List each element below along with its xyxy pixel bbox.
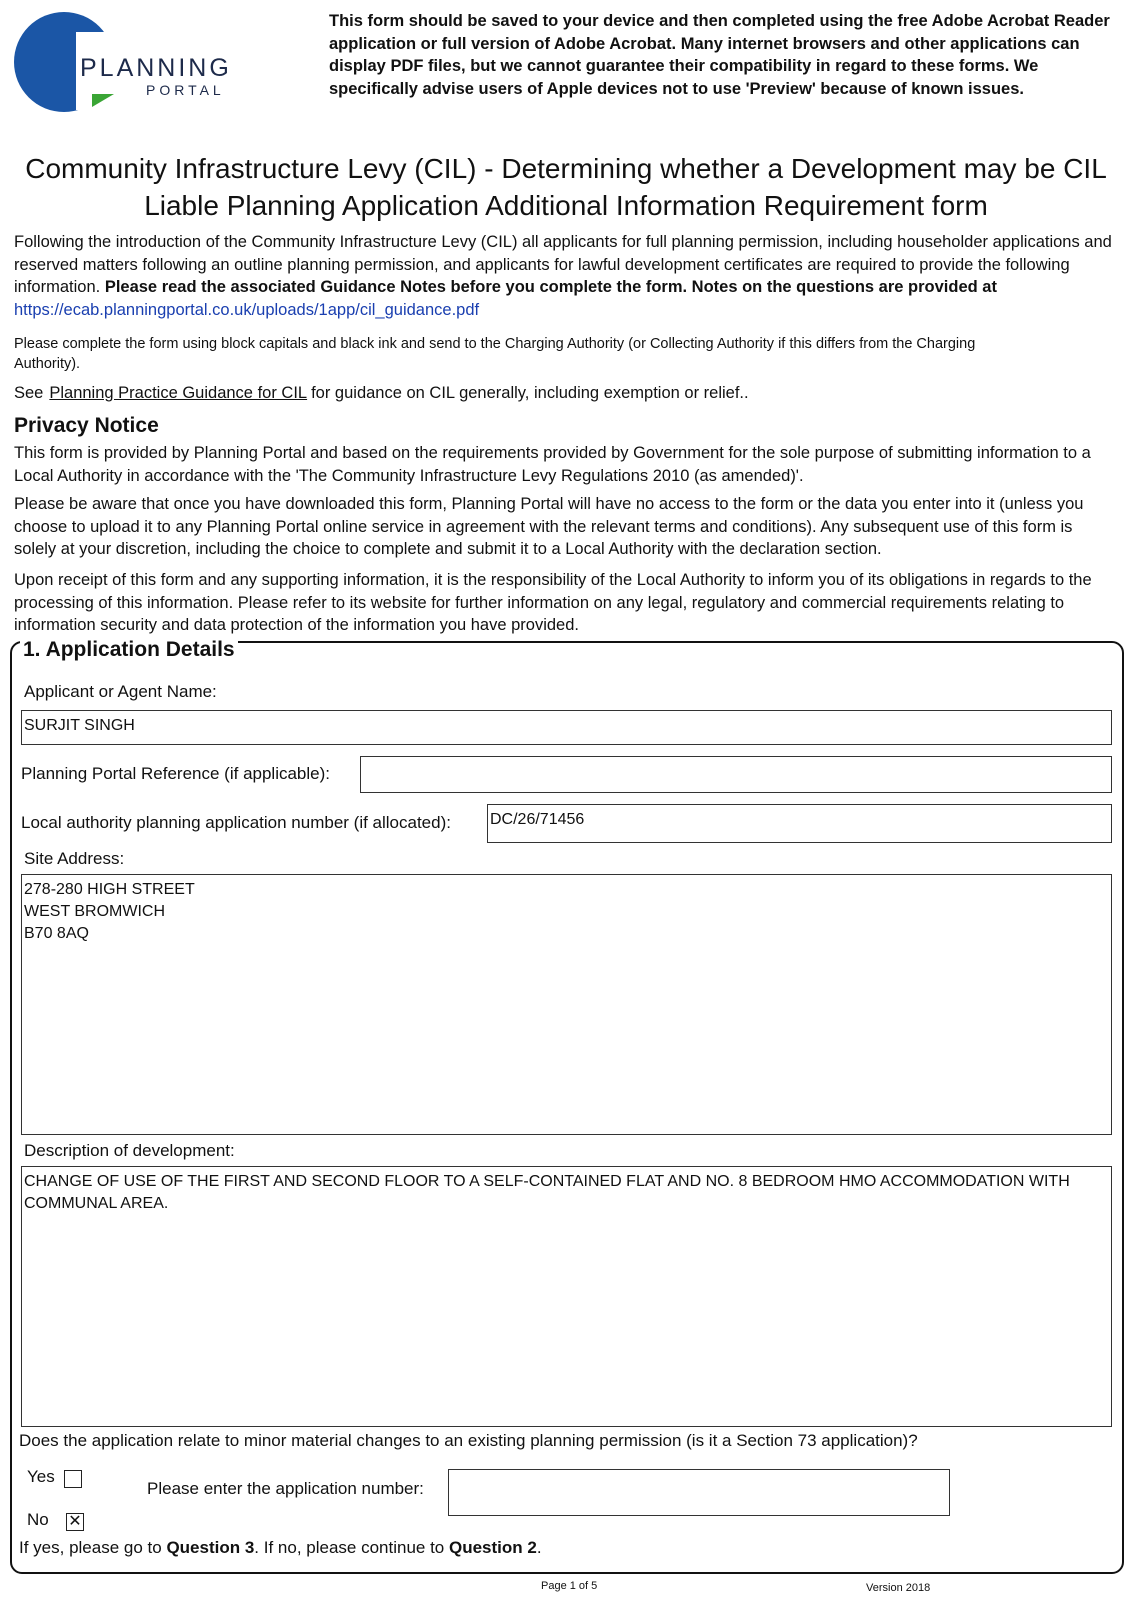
no-label: No [27,1510,49,1529]
version-label: Version 2018 [866,1582,931,1594]
goto-pre: If yes, please go to [19,1538,162,1557]
la-application-number-field[interactable]: DC/26/71456 [487,804,1112,843]
planning-portal-logo [12,10,252,118]
privacy-paragraph-3: Upon receipt of this form and any supporting information, it is the responsibility of the Local Authority to inform you of its obligations in regards to the processing of this information. Please refer to its website for further information on any legal, regulatory and commercial requirements relating to information security and data protection of the information you have provided. [14,571,1092,634]
instructions: Please complete the form using block capitals and black ink and send to the Charging Authority (or Collecting Authority if this differs from the Charging Authority). [14,336,976,372]
intro-paragraph [14,231,1114,321]
page-title [10,150,1122,224]
s73-question: Does the application relate to minor material changes to an existing planning permission (is it a Section 73 application)? [19,1431,918,1450]
goto-q2: Question 2 [449,1538,537,1557]
description-label: Description of development: [24,1141,235,1160]
pp-reference-field[interactable] [360,756,1112,793]
section-title: 1. Application Details [20,638,238,662]
privacy-paragraph-2: Please be aware that once you have downloaded this form, Planning Portal will have no access to the form or the data you enter into it (unless you choose to upload it to any Planning Portal online service in agreement with the relevant terms and conditions). Any subsequent use of this form is solely at your discretion, including the choice to complete and submit it to a Local Authority with the declaration section. [14,495,1084,558]
logo-text-portal: PORTAL [146,82,225,98]
goto-instruction [19,1538,542,1558]
see-prefix: See [14,384,44,402]
goto-mid: . If no, please continue to [254,1538,445,1557]
guidance-url-link[interactable]: https://ecab.planningportal.co.uk/uploads/1app/cil_guidance.pdf [14,300,480,319]
yes-label: Yes [27,1467,55,1486]
see-suffix: for guidance on CIL generally, including exemption or relief.. [311,384,749,402]
privacy-paragraph-1: This form is provided by Planning Portal and based on the requirements provided by Government for the sole purpose of submitting information to a Local Authority in accordance with the 'The Community Infrastructure Levy Regulations 2010 (as amended)'. [14,444,1091,485]
ppg-cil-link[interactable]: Planning Practice Guidance for CIL [49,384,308,402]
pp-ref-label: Planning Portal Reference (if applicable): [21,764,331,783]
browser-notice: This form should be saved to your device and then completed using the free Adobe Acrobat Reader application or full version of Adobe Acrobat. Many internet browsers and other applications can display PDF files, but we cannot guarantee their compatibility in regard to these forms. We specifically advise users of Apple devices not to use 'Preview' because of known issues. [329,12,1110,98]
s73-application-number-field[interactable] [448,1469,950,1516]
title-line-1: Community Infrastructure Levy (CIL) - Determining whether a Development may be CIL [25,153,1107,184]
site-address-label: Site Address: [24,849,125,868]
intro-bold: Please read the associated Guidance Notes before you complete the form. Notes on the questions are provided at [104,278,997,296]
page-number: Page 1 of 5 [541,1580,598,1592]
la-number-label: Local authority planning application number (if allocated): [21,813,451,832]
privacy-heading: Privacy Notice [14,414,159,437]
goto-end: . [536,1538,542,1557]
intro-text: Following the introduction of the Community Infrastructure Levy (CIL) all applicants for full planning permission, including householder applications and reserved matters following an outline planning permission, and applicants for lawful development certificates are required to provide the following information. [14,233,1112,296]
goto-q3: Question 3 [166,1538,255,1557]
yes-checkbox[interactable] [64,1470,82,1488]
app-number-label: Please enter the application number: [147,1479,424,1498]
logo-text-planning: PLANNING [80,54,232,82]
description-field[interactable]: CHANGE OF USE OF THE FIRST AND SECOND FLOOR TO A SELF-CONTAINED FLAT AND NO. 8 BEDROOM HMO ACCOMMODATION WITH COMMUNAL AREA. [21,1166,1112,1427]
no-checkbox[interactable]: ✕ [66,1513,84,1531]
see-guidance-line [14,382,749,405]
applicant-name-field[interactable]: SURJIT SINGH [21,710,1112,745]
title-line-2: Liable Planning Application Additional Information Requirement form [144,190,988,221]
applicant-label: Applicant or Agent Name: [24,682,217,701]
site-address-field[interactable]: 278-280 HIGH STREET WEST BROMWICH B70 8AQ [21,874,1112,1135]
